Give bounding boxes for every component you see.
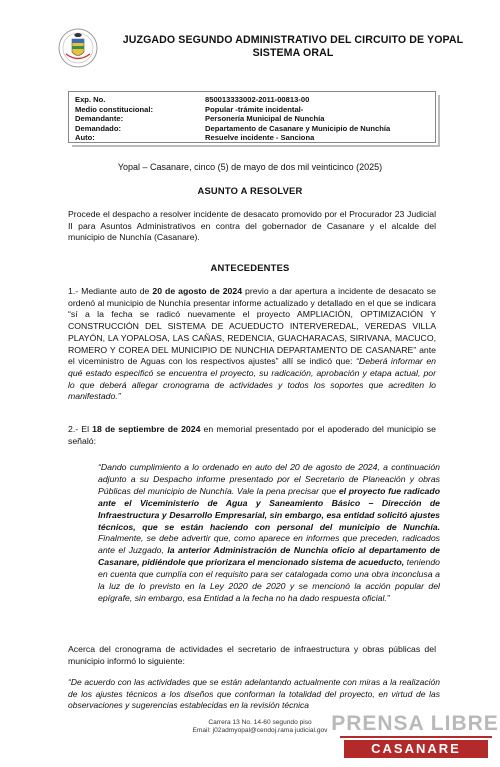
case-row-demandado <box>75 124 390 134</box>
watermark-divider <box>340 736 492 738</box>
cronograma-paragraph: Acerca del cronograma de actividades el secretario de infraestructura y obras públicas del municipio informó lo siguiente: <box>68 644 436 666</box>
case-value: Resuelve incidente - Sanciona <box>205 133 315 142</box>
case-row-auto <box>75 133 314 143</box>
quoted-order: “Deberá informar en qué estado especificó se encuentra el proyecto, su radicación, aprobación y etapa actual, por lo que deberá allegar cronograma de actividades y todos los soportes que acrediten lo manifestado.” <box>68 356 436 402</box>
section-title-asunto: ASUNTO A RESOLVER <box>197 185 303 196</box>
case-label: Exp. No. <box>75 95 106 104</box>
court-title <box>108 34 478 60</box>
case-label: Medio constitucional: <box>75 104 154 114</box>
asunto-paragraph: Procede el despacho a resolver incidente de desacato promovido por el Procurador 23 Judicial II para Asuntos Administrativos en contra del gobernador de Casanare y el alcalde del municipio de Nunchía (Casanare). <box>68 209 436 243</box>
antecedente-paragraph-1: 1.- Mediante auto de 20 de agosto de 2024 previo a dar apertura a incidente de desacato se ordenó al municipio de Nunchía presentar informe actualizado y detallado en el que se indicara “sí a la fecha se radicó nuevamente el proyecto AMPLIACIÓN, OPTIMIZACIÓN Y CONSTRUCCIÓN DEL SISTEMA DE ACUEDUCTO INTERVEREDAL, VEREDAS VILLA PLAYÓN, LA YOPALOSA, LAS CAÑAS, REDENCIA, GUACHARACAS, SIRIVANA, MACUCO, ROMERO Y COREA DEL MUNICIPIO DE NUNCHIA DEPARTAMENTO DE CASANARE” ante el viceministro de Aguas con los respectivos ajustes” allí se indicó que: “Deberá informar en qué estado especificó se encuentra el proyecto, su radicación, aprobación y etapa actual, por lo que deberá allegar cronograma de actividades y todos los soportes que acrediten lo manifestado.” <box>68 286 436 402</box>
case-row-expediente <box>75 95 309 105</box>
case-details-table <box>68 91 436 143</box>
date-highlight: 20 de agosto de 2024 <box>152 286 243 296</box>
quote-block-1: “Dando cumplimiento a lo ordenado en auto del 20 de agosto de 2024, a continuación adjunto a su Despacho informe presentado por el Secretario de Planeación y obras Públicas del municipio de Nunchía. Vale la pena precisar que el proyecto fue radicado ante el Viceministerio de Agua y Saneamiento Básico – Dirección de Infraestructura y Desarrollo Empresarial, sin embargo, esa entidad solicitó ajustes técnicos, que se están haciendo con personal del municipio de Nunchía. Finalmente, se debe advertir que, como aparece en informes que preceden, radicados ante el Juzgado, la anterior Administración de Nunchía oficio al departamento de Casanare, pidiéndole que priorizara el mencionado sistema de acueducto, teniendo en cuenta que cumplía con el requisito para ser catalogada como una obra inconclusa a la luz de lo previsto en la Ley 2020 de 2020 y se mencionó la acción popular del epígrafe, sin embargo, esa Entidad a la fecha no ha dado respuesta oficial.” <box>98 462 441 603</box>
watermark-bottom-text: CASANARE <box>344 740 488 758</box>
prensa-libre-watermark <box>330 712 500 762</box>
document-header <box>58 26 478 76</box>
case-value: Departamento de Casanare y Municipio de Nunchía <box>205 123 391 133</box>
case-value: Popular -trámite incidental- <box>205 104 304 114</box>
case-value: Personería Municipal de Nunchía <box>205 114 325 123</box>
case-label: Demandante: <box>75 114 124 123</box>
case-row-demandante <box>75 114 324 124</box>
place-date: Yopal – Casanare, cinco (5) de mayo de dos mil veinticinco (2025) <box>117 162 383 172</box>
case-label: Demandado: <box>75 123 121 133</box>
case-value: 850013333002-2011-00813-00 <box>205 95 310 104</box>
case-label: Auto: <box>75 133 95 142</box>
colombia-coat-of-arms-icon <box>58 26 98 70</box>
footer-address: Carrera 13 No. 14-60 segundo piso <box>208 719 312 726</box>
court-title-line1: JUZGADO SEGUNDO ADMINISTRATIVO DEL CIRCUITO DE YOPAL <box>122 34 464 46</box>
quote-block-2: “De acuerdo con las actividades que se están adelantando actualmente con miras a la realización de los ajustes técnicos a los diseños que conforman la totalidad del proyecto, en virtud de las observaciones y sugerencias establecidas en la revisión técnica <box>68 677 440 711</box>
antecedente-paragraph-2: 2.- El 18 de septiembre de 2024 en memorial presentado por el apoderado del municipio se señaló: <box>68 424 436 446</box>
watermark-top-text: PRENSA LIBRE <box>331 712 499 735</box>
section-title-antecedentes: ANTECEDENTES <box>210 262 290 273</box>
case-row-medio <box>75 105 303 115</box>
court-title-line2: SISTEMA ORAL <box>252 47 334 59</box>
date-highlight: 18 de septiembre de 2024 <box>92 424 201 434</box>
footer-email: Email: j02admyopal@cendoj.rama judicial.gov <box>192 727 328 735</box>
